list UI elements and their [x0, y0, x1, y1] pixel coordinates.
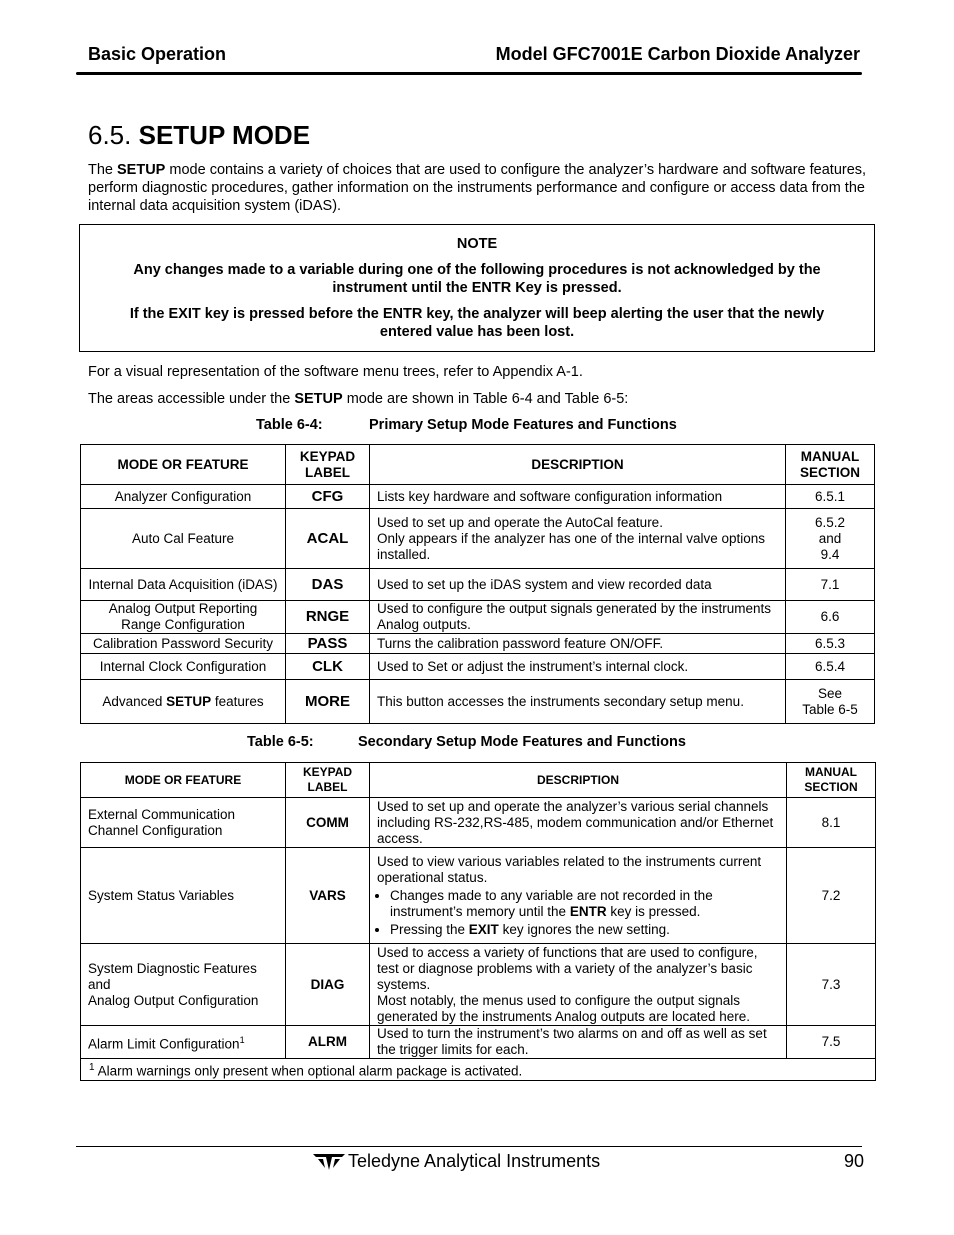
column-header: MODE OR FEATURE	[81, 763, 286, 798]
description-cell: Used to set up and operate the analyzer’s various serial channels including RS-232,RS-485, modem communication and/or Ethernet access.	[370, 798, 787, 848]
mode-cell	[81, 680, 286, 724]
description-cell: Used to access a variety of functions that are used to configure, test or diagnose problems with a variety of the analyzer’s basic systems. Most notably, the menus used to configure the output signals generated by the instruments Analog outputs are located here.	[370, 944, 787, 1026]
section-cell: 6.6	[786, 601, 875, 634]
description-cell: Lists key hardware and software configuration information	[370, 485, 786, 509]
description-cell	[370, 848, 787, 944]
footnote-marker: 1	[239, 1034, 245, 1045]
keypad-label-cell: DAS	[286, 569, 370, 601]
bullet-text-bold: ENTR	[569, 903, 607, 919]
section-cell: 6.5.2 and 9.4	[786, 509, 875, 569]
table-header-row	[81, 445, 875, 485]
header-left: Basic Operation	[88, 44, 227, 64]
table2-caption-title: Secondary Setup Mode Features and Functions	[358, 734, 686, 750]
header-rule	[76, 72, 862, 75]
table1-caption-title: Primary Setup Mode Features and Functions	[369, 417, 677, 433]
keypad-label-cell: RNGE	[286, 601, 370, 634]
mode-text: Alarm Limit Configuration	[88, 1036, 240, 1052]
description-cell: Used to set up the iDAS system and view recorded data	[370, 569, 786, 601]
areas-text-2: mode are shown in Table 6-4 and Table 6-5:	[342, 391, 629, 407]
mode-cell	[81, 1026, 286, 1059]
bullet-text: Changes made to any variable are not recorded in the instrument’s memory until the	[390, 887, 713, 919]
section-number: 6.5.	[88, 120, 132, 150]
keypad-label-cell: MORE	[286, 680, 370, 724]
visual-reference-paragraph: For a visual representation of the software menu trees, refer to Appendix A-1.	[88, 364, 583, 380]
mode-text: features	[211, 693, 264, 709]
footnote-marker: 1	[89, 1061, 95, 1073]
page-number: 90	[844, 1151, 865, 1171]
section-cell: 6.5.3	[786, 634, 875, 654]
areas-text-bold: SETUP	[294, 391, 343, 407]
table-row	[81, 680, 875, 724]
table-row	[81, 1026, 876, 1059]
column-header: KEYPAD LABEL	[286, 763, 370, 798]
header-right: Model GFC7001E Carbon Dioxide Analyzer	[495, 44, 860, 64]
description-text: Used to view various variables related to the instruments current operational status.	[377, 853, 762, 885]
section-cell: 6.5.1	[786, 485, 875, 509]
column-header: KEYPAD LABEL	[286, 445, 370, 485]
description-cell: This button accesses the instruments secondary setup menu.	[370, 680, 786, 724]
areas-text-1: The areas accessible under the	[88, 391, 295, 407]
table-footnote-row	[81, 1059, 876, 1081]
primary-setup-table	[80, 444, 875, 724]
bullet-text: key ignores the new setting.	[498, 921, 670, 937]
section-cell: 7.1	[786, 569, 875, 601]
column-header: MANUAL SECTION	[787, 763, 876, 798]
footnote-cell	[81, 1059, 876, 1081]
intro-text-bold: SETUP	[117, 162, 166, 178]
table-row	[81, 798, 876, 848]
table1-caption-number: Table 6-4:	[256, 417, 323, 433]
section-title-text: SETUP MODE	[138, 120, 311, 150]
note-box	[79, 224, 875, 352]
mode-cell: System Diagnostic Features and Analog Output Configuration	[81, 944, 286, 1026]
bullet-text: key is pressed.	[606, 903, 701, 919]
section-cell: 7.5	[787, 1026, 876, 1059]
table2-caption-number: Table 6-5:	[247, 734, 314, 750]
intro-text-2: mode contains a variety of choices that are used to configure the analyzer’s hardware and software features, perform diagnostic procedures, gather information on the instruments performance and configure or access data from the internal data acquisition system (iDAS).	[88, 162, 867, 214]
section-cell: 6.5.4	[786, 654, 875, 680]
areas-paragraph	[88, 390, 628, 408]
column-header: MANUAL SECTION	[786, 445, 875, 485]
keypad-label-cell: VARS	[286, 848, 370, 944]
note-line-1: Any changes made to a variable during one of the following procedures is not acknowledged by the instrument until the ENTR Key is pressed.	[133, 262, 821, 296]
description-cell: Used to Set or adjust the instrument’s internal clock.	[370, 654, 786, 680]
table-row	[81, 509, 875, 569]
mode-cell: External Communication Channel Configuration	[81, 798, 286, 848]
section-title	[88, 120, 310, 151]
mode-cell: Auto Cal Feature	[81, 509, 286, 569]
mode-cell: System Status Variables	[81, 848, 286, 944]
keypad-label-cell: CFG	[286, 485, 370, 509]
table-row	[81, 944, 876, 1026]
list-item	[390, 888, 779, 920]
intro-text-1: The	[88, 162, 118, 178]
section-cell: 7.2	[787, 848, 876, 944]
description-cell: Used to configure the output signals generated by the instruments Analog outputs.	[370, 601, 786, 634]
section-cell: 7.3	[787, 944, 876, 1026]
mode-cell: Calibration Password Security	[81, 634, 286, 654]
teledyne-logo-icon	[312, 1150, 346, 1172]
note-line-2: If the EXIT key is pressed before the ENTR key, the analyzer will beep alerting the user that the newly entered value has been lost.	[129, 306, 825, 340]
table-row	[81, 634, 875, 654]
footnote-text: Alarm warnings only present when optional alarm package is activated.	[94, 1063, 523, 1079]
mode-cell: Internal Clock Configuration	[81, 654, 286, 680]
bullet-text: Pressing the	[390, 921, 469, 937]
description-cell: Used to turn the instrument’s two alarms on and off as well as set the trigger limits for each.	[370, 1026, 787, 1059]
note-heading: NOTE	[456, 236, 498, 252]
description-bullets	[377, 888, 779, 938]
table-header-row	[81, 763, 876, 798]
table-row	[81, 485, 875, 509]
mode-text-bold: SETUP	[166, 693, 212, 709]
mode-cell: Internal Data Acquisition (iDAS)	[81, 569, 286, 601]
keypad-label-cell: ALRM	[286, 1026, 370, 1059]
table-row	[81, 601, 875, 634]
description-cell: Turns the calibration password feature ON/OFF.	[370, 634, 786, 654]
keypad-label-cell: ACAL	[286, 509, 370, 569]
table-row	[81, 848, 876, 944]
section-cell: 8.1	[787, 798, 876, 848]
footer-company: Teledyne Analytical Instruments	[348, 1151, 601, 1171]
keypad-label-cell: CLK	[286, 654, 370, 680]
keypad-label-cell: COMM	[286, 798, 370, 848]
table-row	[81, 654, 875, 680]
mode-cell: Analog Output Reporting Range Configuration	[81, 601, 286, 634]
keypad-label-cell: PASS	[286, 634, 370, 654]
keypad-label-cell: DIAG	[286, 944, 370, 1026]
bullet-text-bold: EXIT	[468, 921, 499, 937]
description-cell: Used to set up and operate the AutoCal feature. Only appears if the analyzer has one of the internal valve options installed.	[370, 509, 786, 569]
mode-text: Advanced	[102, 693, 167, 709]
list-item	[390, 922, 779, 938]
mode-cell: Analyzer Configuration	[81, 485, 286, 509]
section-cell: See Table 6-5	[786, 680, 875, 724]
table-row	[81, 569, 875, 601]
footer-rule	[76, 1146, 862, 1147]
secondary-setup-table	[80, 762, 876, 1081]
intro-paragraph	[88, 161, 868, 215]
column-header: MODE OR FEATURE	[81, 445, 286, 485]
column-header: DESCRIPTION	[370, 445, 786, 485]
column-header: DESCRIPTION	[370, 763, 787, 798]
